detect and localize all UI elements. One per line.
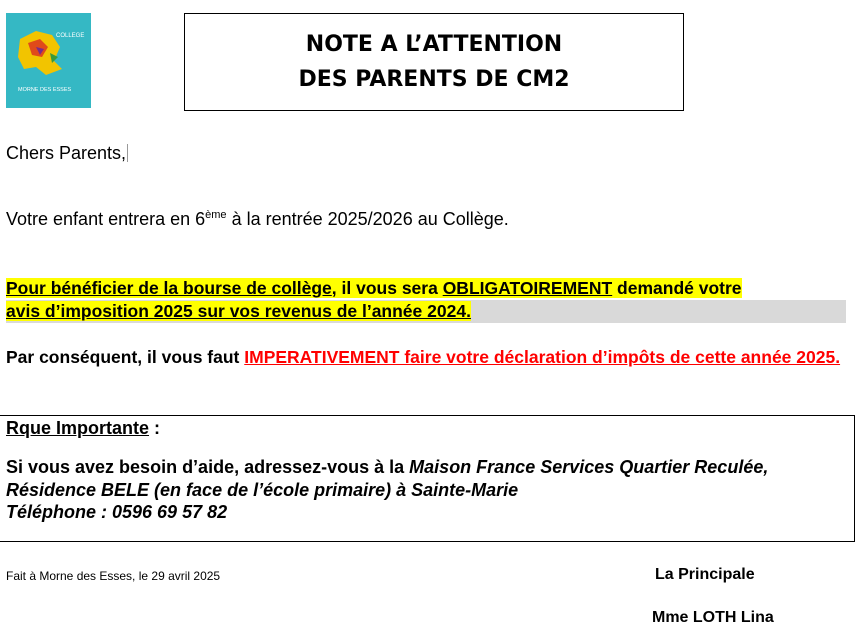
note-title bbox=[184, 13, 684, 111]
place-date: Fait à Morne des Esses, le 29 avril 2025 bbox=[6, 569, 221, 583]
signatory-name: Mme LOTH Lina bbox=[652, 609, 774, 626]
greeting-text: Chers Parents, bbox=[6, 143, 127, 163]
title-line-2: DES PARENTS DE CM2 bbox=[298, 67, 570, 92]
remark-text-3: Résidence BELE (en face de l’école primaire) à Sainte-Marie bbox=[6, 479, 519, 500]
bourse-text-3: OBLIGATOIREMENT bbox=[442, 278, 613, 298]
intro-superscript: ème bbox=[205, 209, 227, 221]
intro-paragraph bbox=[6, 209, 509, 230]
remark-title bbox=[6, 418, 160, 439]
college-logo bbox=[6, 13, 91, 108]
remark-text-1: Si vous avez besoin d’aide, adressez-vous à la bbox=[6, 457, 410, 477]
greeting bbox=[6, 143, 128, 164]
consequent-paragraph bbox=[6, 346, 846, 369]
bourse-text-4: demandé votre bbox=[612, 278, 742, 298]
bourse-line-2-row bbox=[6, 300, 846, 323]
bourse-line-1 bbox=[6, 278, 742, 298]
signatory-role: La Principale bbox=[655, 566, 755, 583]
intro-text-2: à la rentrée 2025/2026 au Collège. bbox=[226, 209, 509, 229]
bourse-line-2: avis d’imposition 2025 sur vos revenus de l’année 2024. bbox=[6, 301, 471, 321]
remark-title-colon: : bbox=[149, 418, 161, 438]
consequent-text-1: Par conséquent, il vous faut bbox=[6, 347, 245, 367]
intro-text-1: Votre enfant entrera en 6 bbox=[6, 209, 206, 229]
remark-phone: Téléphone : 0596 69 57 82 bbox=[6, 502, 228, 522]
bourse-text-1: Pour bénéficier de la bourse de collège bbox=[6, 278, 332, 298]
remark-title-underlined: Rque Importante bbox=[6, 418, 150, 438]
logo-text-college: COLLEGE bbox=[56, 33, 85, 39]
text-cursor bbox=[127, 144, 128, 162]
logo-text-name: MORNE DES ESSES bbox=[18, 87, 72, 93]
logo-emblem-icon bbox=[6, 13, 91, 108]
bourse-paragraph bbox=[6, 277, 846, 323]
remark-body bbox=[6, 456, 851, 524]
remark-text-2: Maison France Services Quartier Reculée, bbox=[409, 457, 769, 477]
bourse-text-2: , il vous sera bbox=[331, 278, 443, 298]
title-line-1: NOTE A L’ATTENTION bbox=[305, 32, 563, 57]
consequent-text-2: IMPERATIVEMENT faire votre déclaration d’impôts de cette année 2025. bbox=[244, 347, 841, 367]
